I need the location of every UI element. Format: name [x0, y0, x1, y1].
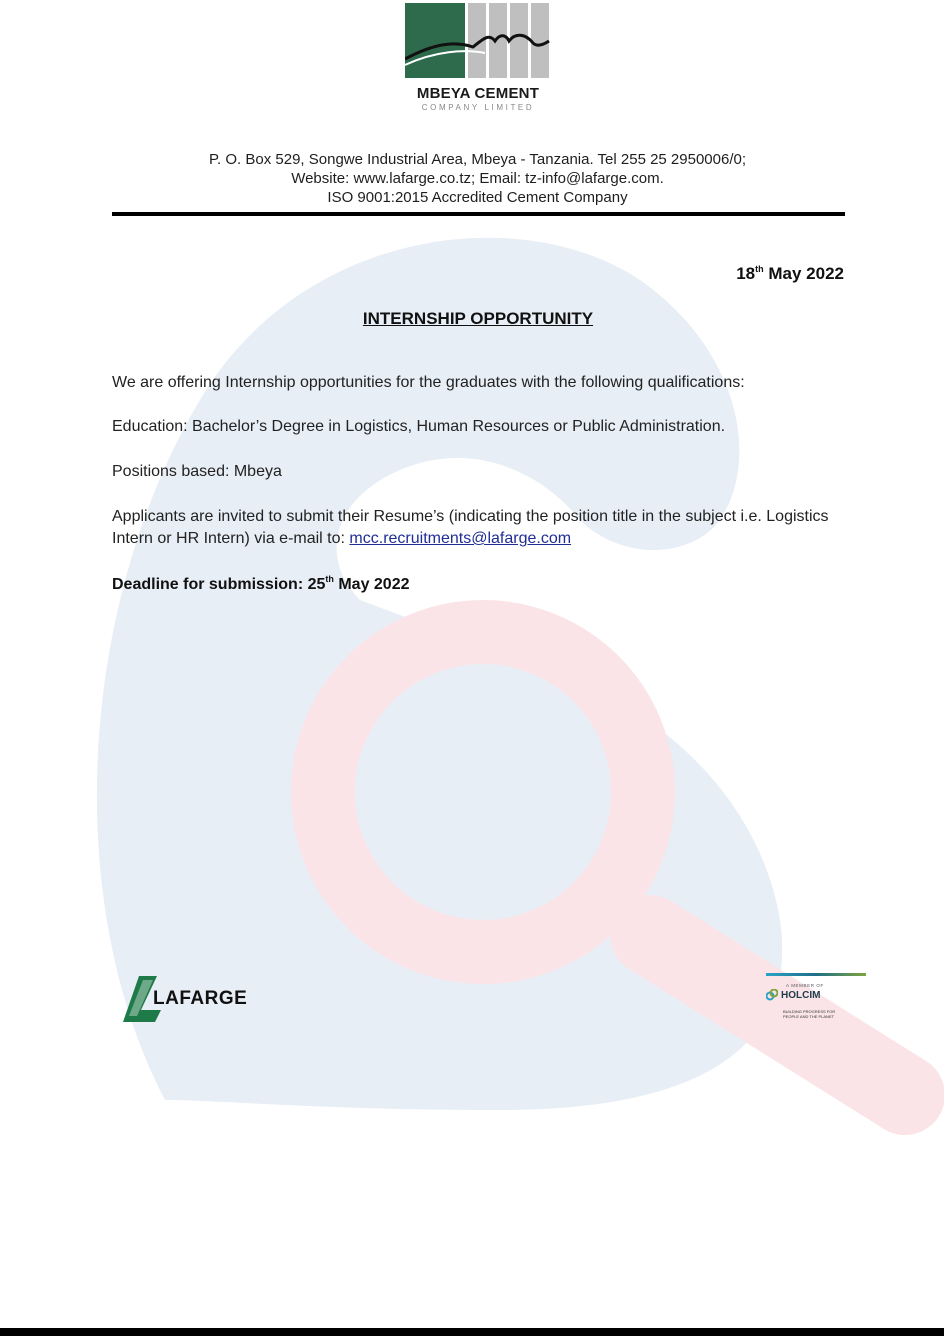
holcim-wordmark: HOLCIM [781, 990, 821, 1001]
date-day: 18 [736, 264, 756, 283]
apply-text-line1: Applicants are invited to submit their Resume’s (indicating the position title in the subject i.e. Logistics [112, 508, 829, 525]
company-subtitle: COMPANY LIMITED [421, 103, 535, 112]
date-suffix: th [755, 264, 764, 274]
intro-paragraph [112, 372, 852, 394]
holcim-tagline-line2: PEOPLE AND THE PLANET [783, 1014, 835, 1019]
apply-paragraph [112, 506, 852, 550]
page-title: INTERNSHIP OPPORTUNITY [362, 309, 594, 328]
education-text: Education: Bachelor’s Degree in Logistics, Human Resources or Public Administration. [112, 418, 726, 435]
iso-line: ISO 9001:2015 Accredited Cement Company [327, 189, 628, 206]
mbeya-cement-logo [405, 3, 551, 113]
holcim-member-text: A MEMBER OF [786, 983, 824, 988]
holcim-icon [766, 989, 778, 1001]
deadline-line [112, 574, 410, 594]
header-divider [112, 212, 845, 216]
date-rest: May 2022 [768, 264, 844, 283]
intro-text: We are offering Internship opportunities for the graduates with the following qualifications: [112, 374, 745, 391]
education-paragraph [112, 416, 852, 438]
mbeya-cement-emblem [405, 3, 551, 83]
letter-date [736, 264, 844, 284]
website-email-line: Website: www.lafarge.co.tz; Email: tz-info@lafarge.com. [291, 170, 664, 187]
deadline-rest: May 2022 [333, 576, 410, 593]
apply-text-line2 [112, 528, 852, 550]
lafarge-logo [123, 976, 283, 1022]
address-line: P. O. Box 529, Songwe Industrial Area, Mbeya - Tanzania. Tel 255 25 2950006/0; [208, 151, 747, 168]
positions-text: Positions based: Mbeya [112, 463, 282, 480]
holcim-tagline [783, 1009, 835, 1019]
deadline-suffix: th [325, 574, 334, 584]
holcim-color-bar [766, 973, 866, 976]
deadline-prefix: Deadline for submission: 25 [112, 576, 326, 593]
holcim-tagline-line1: BUILDING PROGRESS FOR [783, 1009, 836, 1014]
company-name: MBEYA CEMENT [416, 85, 540, 102]
holcim-member-logo [766, 973, 866, 1025]
bottom-edge-bar [0, 1328, 944, 1336]
contact-block [0, 150, 944, 207]
positions-paragraph [112, 461, 852, 483]
apply-text-prefix: Intern or HR Intern) via e-mail to: [112, 530, 350, 547]
recruitment-email-link[interactable]: mcc.recruitments@lafarge.com [349, 530, 572, 547]
lafarge-wordmark: LAFARGE [153, 988, 248, 1009]
